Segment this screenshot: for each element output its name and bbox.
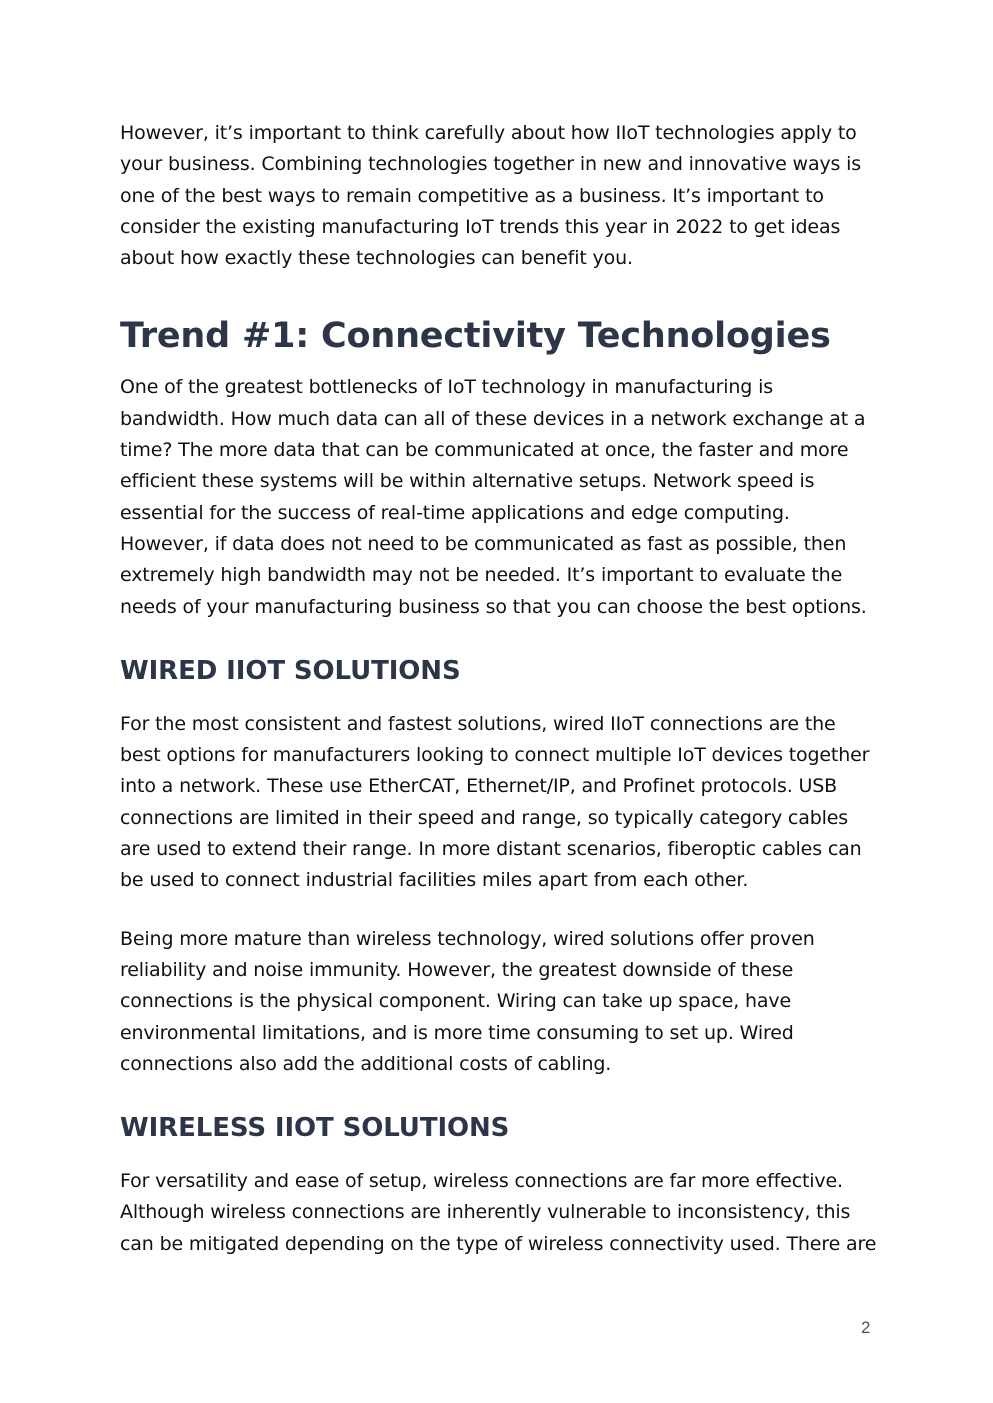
page-number: 2 — [861, 1318, 871, 1337]
trend1-heading: Trend #1: Connectivity Technologies — [120, 316, 831, 357]
wired-paragraph-2: Being more mature than wireless technology, wired solutions offer proven reliability and noise immunity. However, the greatest downside of these connections is the physical component. Wiring can take up space, have environmental limitations, and is more time consuming to set up. Wired connections also add the additional costs of cabling. — [120, 927, 815, 1075]
wired-heading: WIRED IIOT SOLUTIONS — [120, 655, 461, 686]
wireless-heading: WIRELESS IIOT SOLUTIONS — [120, 1113, 510, 1144]
document-page — [120, 118, 880, 1260]
wired-paragraph-1: For the most consistent and fastest solutions, wired IIoT connections are the best options for manufacturers looking to connect multiple IoT devices together into a network. These use EtherCAT, Ethernet/IP, and Profinet protocols. USB connections are limited in their speed and range, so typically category cables are used to extend their range. In more distant scenarios, fiberoptic cables can be used to connect industrial facilities miles apart from each other. — [120, 712, 870, 892]
trend1-paragraph: One of the greatest bottlenecks of IoT technology in manufacturing is bandwidth. How much data can all of these devices in a network exchange at a time? The more data that can be communicated at once, the faster and more efficient these systems will be within alternative setups. Network speed is essential for the success of real-time applications and edge computing. However, if data does not need to be communicated as fast as possible, then extremely high bandwidth may not be needed. It’s important to evaluate the needs of your manufacturing business so that you can choose the best options. — [120, 376, 867, 618]
wireless-paragraph: For versatility and ease of setup, wireless connections are far more effective. Although wireless connections are inherently vulnerable to inconsistency, this can be mitigated depending on the type of wireless connectivity used. There are — [120, 1170, 877, 1255]
intro-paragraph: However, it’s important to think carefully about how IIoT technologies apply to your business. Combining technologies together in new and innovative ways is one of the best ways to remain competitive as a business. It’s important to consider the existing manufacturing IoT trends this year in 2022 to get ideas about how exactly these technologies can benefit you. — [120, 122, 862, 270]
